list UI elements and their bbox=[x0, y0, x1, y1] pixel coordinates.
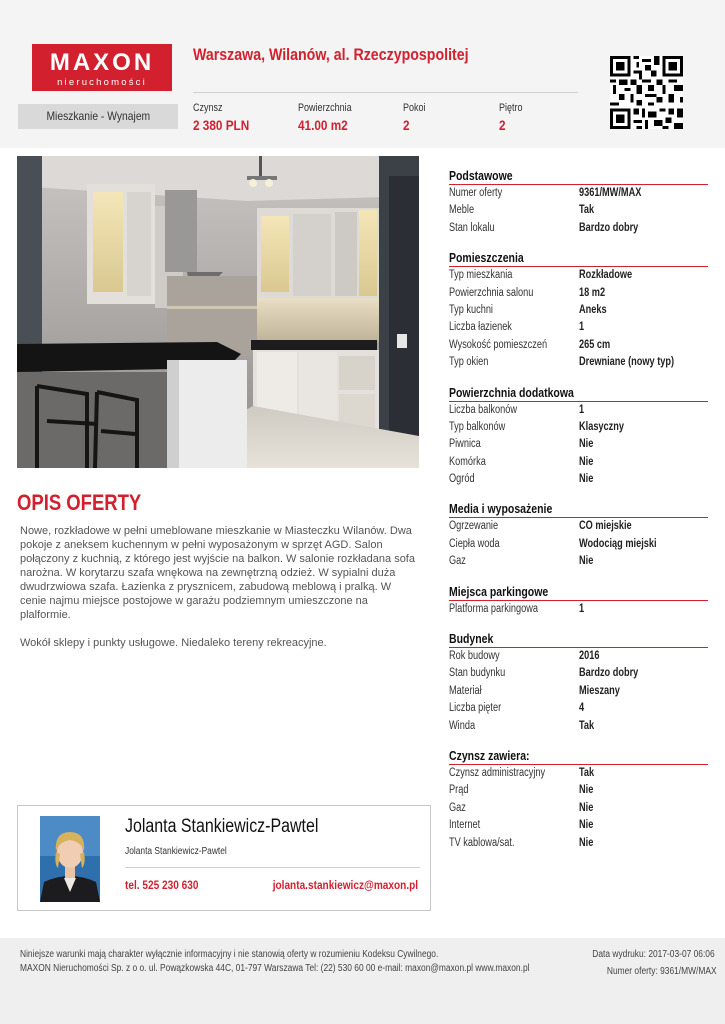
property-photo[interactable] bbox=[17, 156, 419, 468]
detail-label: Typ okien bbox=[449, 356, 489, 369]
details-section bbox=[449, 631, 708, 735]
maxon-logo[interactable] bbox=[32, 44, 172, 91]
detail-row bbox=[449, 419, 708, 436]
detail-value: Nie bbox=[579, 819, 594, 832]
detail-value: 1 bbox=[579, 321, 585, 334]
detail-row bbox=[449, 220, 708, 237]
detail-value: Nie bbox=[579, 801, 594, 814]
detail-label: Numer oferty bbox=[449, 187, 503, 199]
logo-tagline: nieruchomości bbox=[57, 77, 147, 88]
detail-value: Nie bbox=[579, 836, 594, 849]
detail-label: Materiał bbox=[449, 684, 482, 697]
detail-value: Rozkładowe bbox=[579, 269, 633, 282]
detail-value: 2016 bbox=[579, 650, 600, 663]
detail-value: Tak bbox=[579, 719, 595, 732]
detail-value: Wodociąg miejski bbox=[579, 537, 657, 550]
detail-value: Tak bbox=[579, 766, 595, 779]
description-paragraph: Nowe, rozkładowe w pełni umeblowane mieszkanie w Miasteczku Wilanów. Dwa pokoje z aneksem kuchennym w pełni wyposażonym w sprzęt AGD. Salon połączony z kuchnią, z którego jest wyjście na balkon. W salonie rozkładana sofa narożna. W korytarzu szafa wnękowa na zewnętrzną odzież. W sypialni duża dwudrzwiowa szafa. Łazienka z prysznicem, zabudową meblową i pralką. W cenie najmu miejsce postojowe w garażu podziemnym umieszczone na plalformie. bbox=[20, 525, 415, 621]
detail-row bbox=[449, 835, 708, 852]
detail-row bbox=[449, 337, 708, 354]
footer-company: MAXON Nieruchomości Sp. z o o. ul. Powązkowska 44C, 01-797 Warszawa Tel: (22) 530 60 00 e-mail: maxon@maxon.pl www.maxon.pl bbox=[20, 963, 530, 974]
detail-value: Klasyczny bbox=[579, 420, 625, 433]
footer bbox=[0, 938, 725, 1024]
detail-label: Typ balkonów bbox=[449, 420, 506, 433]
detail-label: Wysokość pomieszczeń bbox=[449, 338, 548, 351]
agent-email-link[interactable]: jolanta.stankiewicz@maxon.pl bbox=[272, 878, 418, 892]
detail-value: Nie bbox=[579, 455, 594, 468]
stat-rent: Czynsz 2 380 PLN bbox=[193, 102, 250, 133]
section-title: Miejsca parkingowe bbox=[449, 584, 708, 601]
detail-value: 1 bbox=[579, 403, 585, 416]
detail-row bbox=[449, 436, 708, 453]
detail-label: Komórka bbox=[449, 455, 486, 468]
stat-rooms: Pokoi 2 bbox=[403, 102, 426, 133]
details-section bbox=[449, 748, 708, 852]
detail-label: Liczba balkonów bbox=[449, 403, 518, 416]
stat-area: Powierzchnia 41.00 m2 bbox=[298, 102, 352, 133]
detail-label: Internet bbox=[449, 819, 481, 832]
detail-value: CO miejskie bbox=[579, 520, 632, 533]
detail-row bbox=[449, 782, 708, 799]
detail-label: Platforma parkingowa bbox=[449, 602, 538, 615]
detail-row bbox=[449, 536, 708, 553]
footer-print-date: Data wydruku: 2017-03-07 06:06 bbox=[592, 949, 715, 960]
detail-row bbox=[449, 817, 708, 834]
detail-value: 1 bbox=[579, 602, 585, 615]
header bbox=[0, 0, 725, 148]
detail-label: Winda bbox=[449, 719, 476, 732]
detail-label: Gaz bbox=[449, 801, 466, 814]
detail-value: Mieszany bbox=[579, 684, 620, 697]
description-title: OPIS OFERTY bbox=[17, 490, 142, 515]
footer-offer-number: Numer oferty: 9361/MW/MAX bbox=[607, 966, 717, 977]
detail-label: Stan lokalu bbox=[449, 221, 495, 234]
detail-row bbox=[449, 718, 708, 735]
qr-code-icon bbox=[610, 56, 683, 129]
detail-row bbox=[449, 553, 708, 570]
detail-value: 265 cm bbox=[579, 338, 611, 351]
offer-type-badge: Mieszkanie - Wynajem bbox=[18, 104, 178, 129]
detail-row bbox=[449, 267, 708, 284]
detail-row bbox=[449, 202, 708, 219]
detail-row bbox=[449, 285, 708, 302]
details-section bbox=[449, 250, 708, 371]
detail-row bbox=[449, 454, 708, 471]
details-section bbox=[449, 385, 708, 489]
offer-address: Warszawa, Wilanów, al. Rzeczypospolitej bbox=[193, 46, 469, 64]
avatar bbox=[40, 816, 100, 902]
section-title: Media i wyposażenie bbox=[449, 501, 708, 518]
details-section bbox=[449, 501, 708, 570]
detail-label: Rok budowy bbox=[449, 650, 500, 663]
section-title: Budynek bbox=[449, 631, 708, 648]
detail-value: Drewniane (nowy typ) bbox=[579, 356, 675, 369]
detail-value: Nie bbox=[579, 473, 594, 486]
logo-name: MAXON bbox=[49, 49, 155, 76]
detail-row bbox=[449, 765, 708, 782]
detail-value: Aneks bbox=[579, 303, 607, 316]
detail-label: Ogród bbox=[449, 473, 475, 486]
details-section bbox=[449, 584, 708, 618]
detail-label: Powierzchnia salonu bbox=[449, 286, 534, 299]
detail-label: Liczba pięter bbox=[449, 702, 502, 715]
detail-row bbox=[449, 683, 708, 700]
details-section bbox=[449, 168, 708, 237]
detail-label: Prąd bbox=[449, 784, 469, 797]
detail-value: Bardzo dobry bbox=[579, 667, 639, 680]
detail-label: Liczba łazienek bbox=[449, 321, 512, 334]
detail-row bbox=[449, 319, 708, 336]
detail-label: Typ mieszkania bbox=[449, 269, 513, 282]
detail-row bbox=[449, 402, 708, 419]
agent-subtitle: Jolanta Stankiewicz-Pawtel bbox=[125, 846, 227, 857]
section-title: Podstawowe bbox=[449, 168, 708, 185]
section-title: Powierzchnia dodatkowa bbox=[449, 385, 708, 402]
detail-row bbox=[449, 700, 708, 717]
address-divider bbox=[193, 92, 578, 93]
description-text bbox=[20, 524, 420, 650]
section-title: Pomieszczenia bbox=[449, 250, 708, 267]
agent-name: Jolanta Stankiewicz-Pawtel bbox=[125, 816, 319, 837]
detail-label: Stan budynku bbox=[449, 667, 506, 680]
detail-value: 9361/MW/MAX bbox=[579, 187, 642, 199]
detail-value: Nie bbox=[579, 555, 594, 568]
detail-value: Tak bbox=[579, 204, 595, 217]
detail-label: Ogrzewanie bbox=[449, 520, 499, 533]
agent-divider bbox=[125, 867, 420, 868]
detail-value: 4 bbox=[579, 702, 585, 715]
detail-label: Typ kuchni bbox=[449, 303, 493, 316]
detail-row bbox=[449, 601, 708, 618]
detail-value: Bardzo dobry bbox=[579, 221, 639, 234]
description-paragraph: Wokół sklepy i punkty usługowe. Niedaleko tereny rekreacyjne. bbox=[20, 637, 327, 649]
detail-row bbox=[449, 354, 708, 371]
detail-label: Gaz bbox=[449, 555, 466, 568]
detail-label: Ciepła woda bbox=[449, 537, 500, 550]
detail-row bbox=[449, 800, 708, 817]
detail-label: Piwnica bbox=[449, 438, 481, 451]
detail-value: Nie bbox=[579, 784, 594, 797]
detail-label: Meble bbox=[449, 204, 475, 217]
detail-row bbox=[449, 648, 708, 665]
detail-label: Czynsz administracyjny bbox=[449, 766, 546, 779]
property-details bbox=[449, 168, 708, 852]
detail-label: TV kablowa/sat. bbox=[449, 836, 515, 849]
agent-card bbox=[17, 805, 431, 911]
detail-row bbox=[449, 185, 708, 202]
stat-floor: Piętro 2 bbox=[499, 102, 523, 133]
detail-value: Nie bbox=[579, 438, 594, 451]
detail-row bbox=[449, 518, 708, 535]
detail-row bbox=[449, 471, 708, 488]
detail-value: 18 m2 bbox=[579, 286, 606, 299]
detail-row bbox=[449, 302, 708, 319]
section-title: Czynsz zawiera: bbox=[449, 748, 708, 765]
footer-disclaimer: Niniejsze warunki mają charakter wyłącznie informacyjny i nie stanowią oferty w rozumieniu Kodeksu Cywilnego. bbox=[20, 949, 439, 960]
detail-row bbox=[449, 665, 708, 682]
agent-phone-link[interactable]: tel. 525 230 630 bbox=[125, 878, 199, 892]
